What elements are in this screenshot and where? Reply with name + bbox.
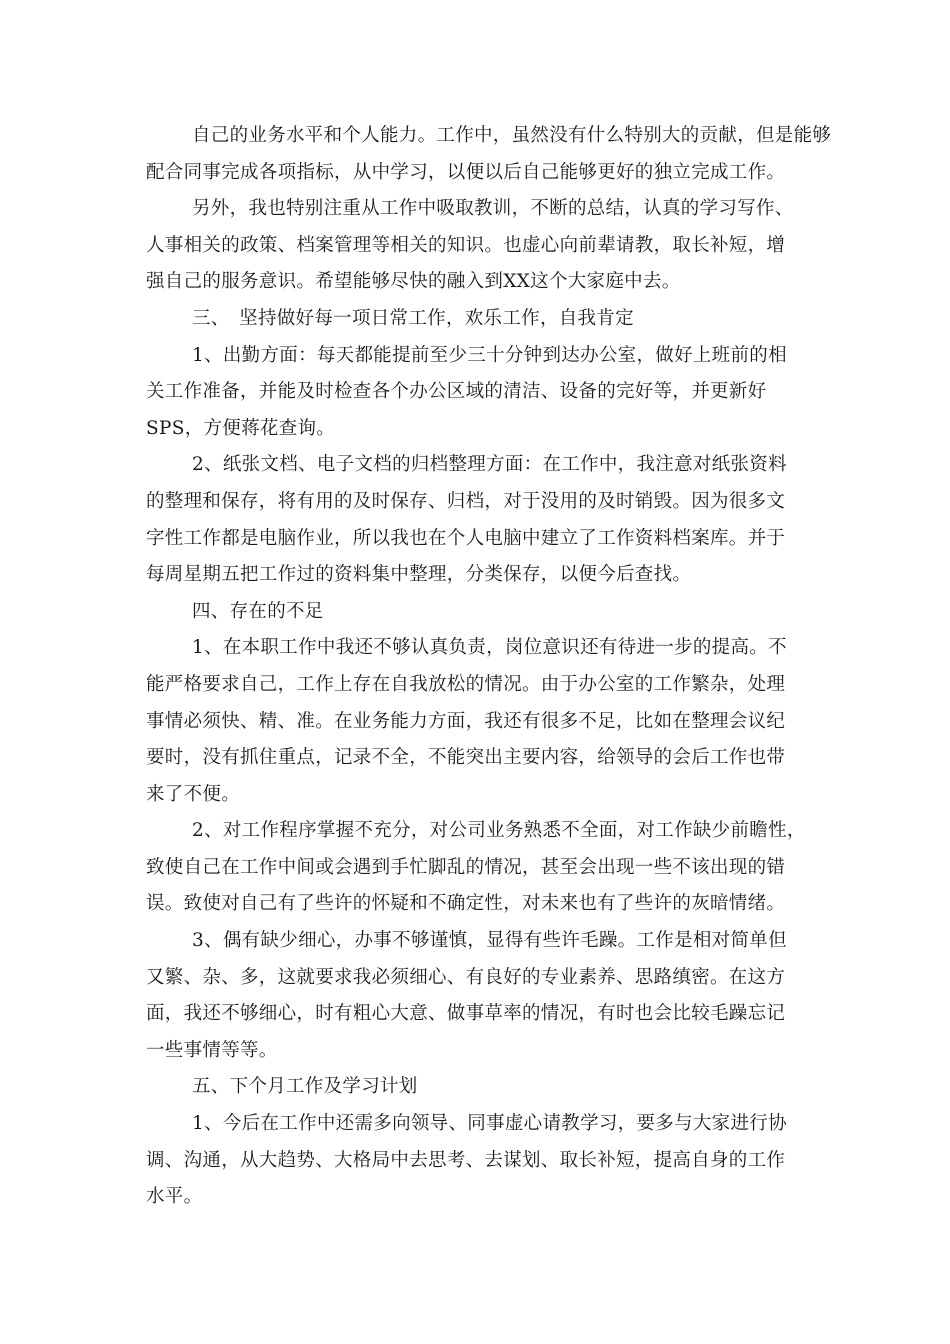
paragraph xyxy=(146,447,806,593)
text-line: 每周星期五把工作过的资料集中整理，分类保存，以便今后查找。 xyxy=(146,564,692,586)
section-heading xyxy=(146,1069,806,1106)
paragraph xyxy=(146,118,832,191)
text-line: 强自己的服务意识。希望能够尽快的融入到XX这个大家庭中去。 xyxy=(146,271,681,293)
text-line: 关工作准备，并能及时检查各个办公区域的清洁、设备的完好等，并更新好 xyxy=(146,381,767,403)
text-line: 调、沟通，从大趋势、大格局中去思考、去谋划、取长补短，提高自身的工作 xyxy=(146,1149,786,1171)
text-line: 另外，我也特别注重从工作中吸取教训，不断的总结，认真的学习写作、 xyxy=(192,198,794,220)
text-line: 五、下个月工作及学习计划 xyxy=(192,1076,418,1098)
text-line: 致使自己在工作中间或会遇到手忙脚乱的情况，甚至会出现一些不该出现的错 xyxy=(146,856,786,878)
text-line: 自己的业务水平和个人能力。工作中，虽然没有什么特别大的贡献，但是能够 xyxy=(192,125,832,146)
text-line: 面，我还不够细心，时有粗心大意、做事草率的情况，有时也会比较毛躁忘记 xyxy=(146,1003,786,1025)
text-line: 事情必须快、精、准。在业务能力方面，我还有很多不足，比如在整理会议纪 xyxy=(146,710,786,732)
text-line: 三、 坚持做好每一项日常工作，欢乐工作，自我肯定 xyxy=(192,307,634,329)
text-line: 配合同事完成各项指标，从中学习，以便以后自己能够更好的独立完成工作。 xyxy=(146,161,786,183)
text-line: 2、纸张文档、电子文档的归档整理方面：在工作中，我注意对纸张资料 xyxy=(192,454,787,476)
text-line: 的整理和保存，将有用的及时保存、归档，对于没用的及时销毁。因为很多文 xyxy=(146,490,786,512)
text-line: 人事相关的政策、档案管理等相关的知识。也虚心向前辈请教，取长补短，增 xyxy=(146,234,786,256)
text-line: 四、存在的不足 xyxy=(192,600,324,622)
text-line: 3、偶有缺少细心，办事不够谨慎，显得有些许毛躁。工作是相对简单但 xyxy=(192,930,787,952)
document-body xyxy=(146,118,832,1216)
text-line: SPS，方便蒋花查询。 xyxy=(146,417,336,439)
text-line: 水平。 xyxy=(146,1186,203,1208)
paragraph xyxy=(146,191,806,301)
text-line: 1、出勤方面：每天都能提前至少三十分钟到达办公室，做好上班前的相 xyxy=(192,344,787,366)
text-line: 又繁、杂、多，这就要求我必须细心、有良好的专业素养、思路缜密。在这方 xyxy=(146,966,786,988)
section-heading xyxy=(146,301,806,338)
text-line: 误。致使对自己有了些许的怀疑和不确定性，对未来也有了些许的灰暗情绪。 xyxy=(146,893,786,915)
text-line: 能严格要求自己，工作上存在自我放松的情况。由于办公室的工作繁杂，处理 xyxy=(146,673,786,695)
text-line: 1、今后在工作中还需多向领导、同事虚心请教学习，要多与大家进行协 xyxy=(192,1113,787,1135)
paragraph xyxy=(146,1106,806,1216)
paragraph xyxy=(146,630,806,813)
text-line: 2、对工作程序掌握不充分，对公司业务熟悉不全面，对工作缺少前瞻性， xyxy=(192,820,806,842)
paragraph xyxy=(146,338,806,448)
text-line: 1、在本职工作中我还不够认真负责，岗位意识还有待进一步的提高。不 xyxy=(192,637,787,659)
text-line: 来了不便。 xyxy=(146,783,241,805)
text-line: 一些事情等等。 xyxy=(146,1039,278,1061)
text-line: 要时，没有抓住重点，记录不全，不能突出主要内容，给领导的会后工作也带 xyxy=(146,747,786,769)
section-heading xyxy=(146,594,806,631)
paragraph xyxy=(146,813,806,923)
text-line: 字性工作都是电脑作业，所以我也在个人电脑中建立了工作资料档案库。并于 xyxy=(146,527,786,549)
paragraph xyxy=(146,923,806,1069)
